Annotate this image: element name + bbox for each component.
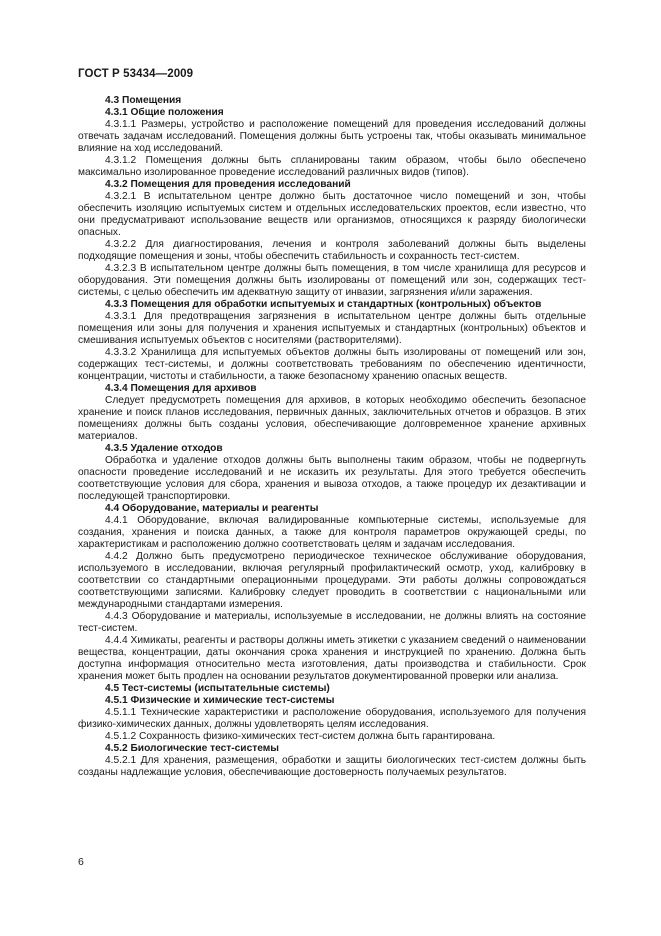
section-heading: 4.3.4 Помещения для архивов: [105, 383, 257, 394]
standard-title: ГОСТ Р 53434—2009: [78, 68, 194, 80]
paragraph: 4.3.3.2 Хранилища для испытуемых объектов должны быть изолированы от помещений или зон, содержащих тест-системы, и должны соответствовать требованиям по обеспечению идентичности, концентрации, чистоты и стабильности, а также безопасному хранению опасных веществ.: [78, 347, 586, 382]
section-heading: 4.5.1 Физические и химические тест-системы: [105, 695, 335, 706]
paragraph: 4.3.2.1 В испытательном центре должно быть достаточное число помещений и зон, чтобы обеспечить изоляцию испытуемых систем и отдельных исследовательских проектов, если известно, что они предусматривают использование веществ или организмов, относящихся к разряду биологически опасных.: [78, 191, 586, 238]
paragraph: 4.4.1 Оборудование, включая валидированные компьютерные системы, используемые для создания, хранения и поиска данных, а также для контроля параметров окружающей среды, по характеристикам и расположению должно соответствовать целям и задачам исследования.: [78, 515, 586, 550]
paragraph: 4.5.1.2 Сохранность физико-химических тест-систем должна быть гарантирована.: [105, 731, 496, 742]
section-heading: 4.3.2 Помещения для проведения исследований: [105, 179, 351, 190]
paragraph: 4.3.1.1 Размеры, устройство и расположение помещений для проведения исследований должны отвечать задачам исследований. Помещения должны быть устроены так, чтобы оказывать минимальное влияние на ход исследований.: [78, 119, 586, 154]
paragraph: Следует предусмотреть помещения для архивов, в которых необходимо обеспечить безопасное хранение и поиск планов исследования, первичных данных, заключительных отчетов и образцов. В этих помещениях должны быть созданы условия, обеспечивающие долговременное хранение архивных материалов.: [78, 395, 586, 442]
section-heading: 4.4 Оборудование, материалы и реагенты: [105, 503, 319, 514]
paragraph: 4.5.1.1 Технические характеристики и расположение оборудования, используемого для получения физико-химических данных, должны удовлетворять целям исследования.: [78, 707, 586, 730]
paragraph: 4.3.2.3 В испытательном центре должны быть помещения, в том числе хранилища для ресурсов и оборудования. Эти помещения должны быть изолированы от помещений или зон, содержащих тест-системы, с целью обеспечить им адекватную защиту от инвазии, загрязнения и/или заражения.: [78, 263, 586, 298]
section-heading: 4.3.5 Удаление отходов: [105, 443, 223, 454]
paragraph: 4.4.3 Оборудование и материалы, используемые в исследовании, не должны влиять на состояние тест-систем.: [78, 611, 586, 634]
paragraph: 4.5.2.1 Для хранения, размещения, обработки и защиты биологических тест-систем должны быть созданы надлежащие условия, обеспечивающие достоверность получаемых результатов.: [78, 755, 586, 778]
paragraph: 4.4.2 Должно быть предусмотрено периодическое техническое обслуживание оборудования, используемого в исследовании, включая регулярный профилактический осмотр, уход, калибровку в соответствии со стандартными операционными процедурами. Эти работы должны сопровождаться соответствующими записями. Калибровку следует проводить в соответствии с национальными или международными стандартами измерения.: [78, 551, 586, 610]
section-heading: 4.5.2 Биологические тест-системы: [105, 743, 279, 754]
document-body: [78, 95, 586, 779]
paragraph: 4.3.3.1 Для предотвращения загрязнения в испытательном центре должны быть отдельные помещения или зоны для получения и хранения испытуемых и стандартных (контрольных) объектов и смешивания испытуемых объектов с носителями (растворителями).: [78, 311, 586, 346]
paragraph: 4.3.2.2 Для диагностирования, лечения и контроля заболеваний должны быть выделены подходящие помещения и зоны, чтобы обеспечить стабильность и сохранность тест-систем.: [78, 239, 586, 262]
section-heading: 4.5 Тест-системы (испытательные системы): [105, 683, 330, 694]
section-heading: 4.3.3 Помещения для обработки испытуемых и стандартных (контрольных) объектов: [105, 299, 542, 310]
page-number: 6: [78, 856, 84, 868]
section-heading: 4.3 Помещения: [105, 95, 182, 106]
section-heading: 4.3.1 Общие положения: [105, 107, 224, 118]
paragraph: 4.4.4 Химикаты, реагенты и растворы должны иметь этикетки с указанием сведений о наименовании вещества, концентрации, даты окончания срока хранения и инструкцией по хранению. Должна быть доступна информация относительно места изготовления, даты производства и стабильности. Срок хранения может быть продлен на основании результатов документированной проверки или анализа.: [78, 635, 586, 682]
paragraph: 4.3.1.2 Помещения должны быть спланированы таким образом, чтобы было обеспечено максимально изолированное проведение исследований различных видов (типов).: [78, 155, 586, 178]
paragraph: Обработка и удаление отходов должны быть выполнены таким образом, чтобы не подвергнуть опасности проведение исследований и не исказить их результаты. Для этого требуется обеспечить соответствующие условия для сбора, хранения и вывоза отходов, а также процедур их дезактивации и последующей транспортировки.: [78, 455, 586, 502]
